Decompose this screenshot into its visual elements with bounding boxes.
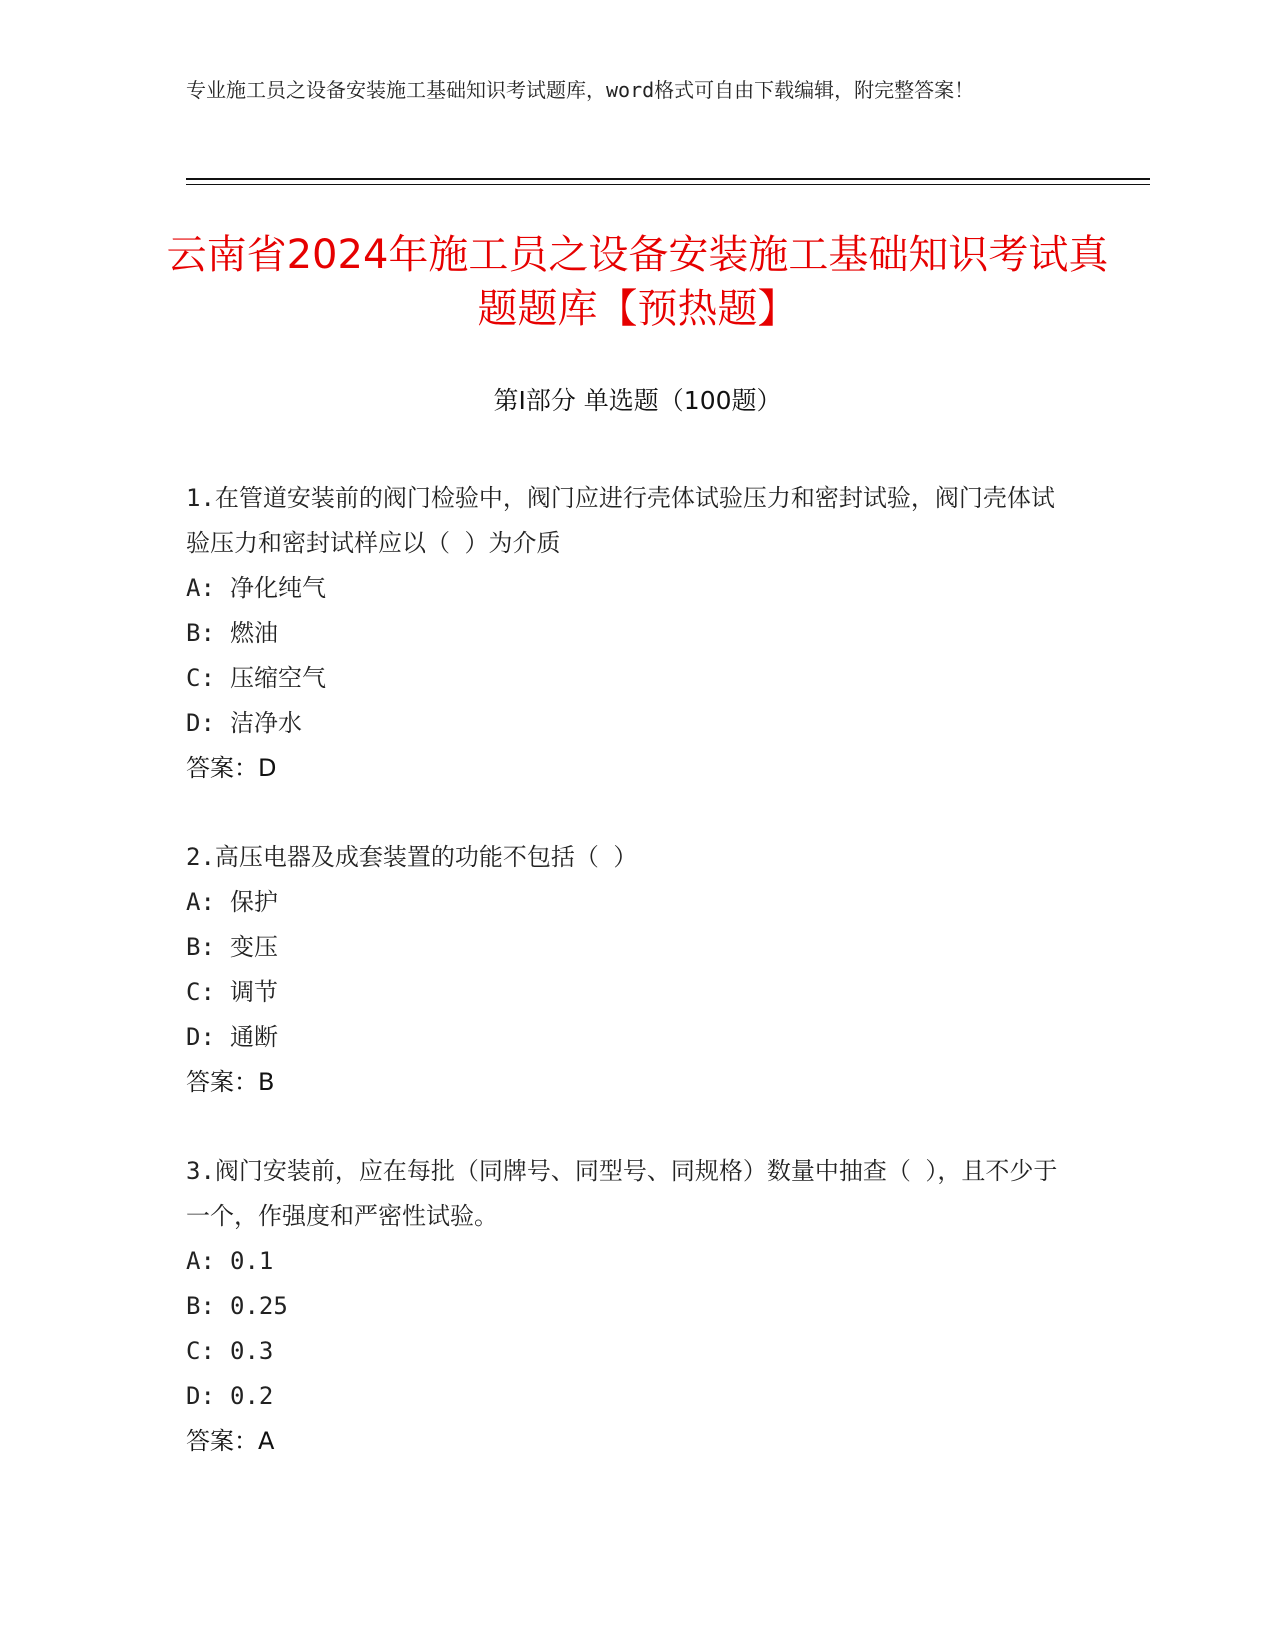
answer <box>186 1419 1066 1464</box>
option-text: 0.2 <box>230 1382 274 1410</box>
option-letter: A: <box>186 888 215 916</box>
document-title: 云南省2024年施工员之设备安装施工基础知识考试真题题库【预热题】 <box>166 232 1109 332</box>
question-stem: 3.阀门安装前，应在每批（同牌号、同型号、同规格）数量中抽查（ ），且不少于一个，作强度和严密性试验。 <box>186 1157 1058 1230</box>
option-letter: A: <box>186 1247 215 1275</box>
option-b <box>186 611 1066 656</box>
answer-label: 答案： <box>186 754 258 782</box>
option-letter: D: <box>186 709 215 737</box>
option-letter: B: <box>186 619 215 647</box>
option-letter: B: <box>186 1292 215 1320</box>
option-a <box>186 1239 1066 1284</box>
answer-label: 答案： <box>186 1068 258 1096</box>
answer <box>186 746 1066 791</box>
option-text: 洁净水 <box>230 709 302 737</box>
answer <box>186 1060 1066 1105</box>
option-text: 调节 <box>230 978 278 1006</box>
option-b <box>186 925 1066 970</box>
option-d <box>186 1374 1066 1419</box>
question-stem: 1.在管道安装前的阀门检验中，阀门应进行壳体试验压力和密封试验，阀门壳体试验压力和密封试样应以（ ）为介质 <box>186 484 1055 557</box>
option-text: 保护 <box>230 888 278 916</box>
option-c <box>186 1329 1066 1374</box>
option-c <box>186 970 1066 1015</box>
option-text: 0.1 <box>230 1247 274 1275</box>
option-text: 通断 <box>230 1023 278 1051</box>
header-divider-thin <box>186 184 1150 185</box>
option-text: 变压 <box>230 933 278 961</box>
section-title: 第I部分 单选题（100题） <box>493 386 782 415</box>
option-letter: C: <box>186 664 215 692</box>
option-text: 压缩空气 <box>230 664 326 692</box>
option-letter: A: <box>186 574 215 602</box>
option-text: 0.3 <box>230 1337 274 1365</box>
option-b <box>186 1284 1066 1329</box>
answer-value: B <box>258 1068 275 1096</box>
option-text: 燃油 <box>230 619 278 647</box>
question-3 <box>186 1149 1066 1464</box>
option-letter: B: <box>186 933 215 961</box>
option-a <box>186 880 1066 925</box>
option-a <box>186 566 1066 611</box>
option-d <box>186 1015 1066 1060</box>
question-2 <box>186 835 1066 1105</box>
option-letter: C: <box>186 978 215 1006</box>
answer-label: 答案： <box>186 1427 258 1455</box>
option-letter: D: <box>186 1382 215 1410</box>
option-d <box>186 701 1066 746</box>
question-list <box>186 476 1066 1508</box>
header-divider-thick <box>186 178 1150 180</box>
header-note: 专业施工员之设备安装施工基础知识考试题库，word格式可自由下载编辑，附完整答案！ <box>186 78 975 102</box>
option-letter: C: <box>186 1337 215 1365</box>
option-text: 净化纯气 <box>230 574 326 602</box>
option-text: 0.25 <box>230 1292 288 1320</box>
option-letter: D: <box>186 1023 215 1051</box>
question-1 <box>186 476 1066 791</box>
option-c <box>186 656 1066 701</box>
answer-value: A <box>258 1427 275 1455</box>
question-stem: 2.高压电器及成套装置的功能不包括（ ） <box>186 843 638 871</box>
answer-value: D <box>258 754 277 782</box>
